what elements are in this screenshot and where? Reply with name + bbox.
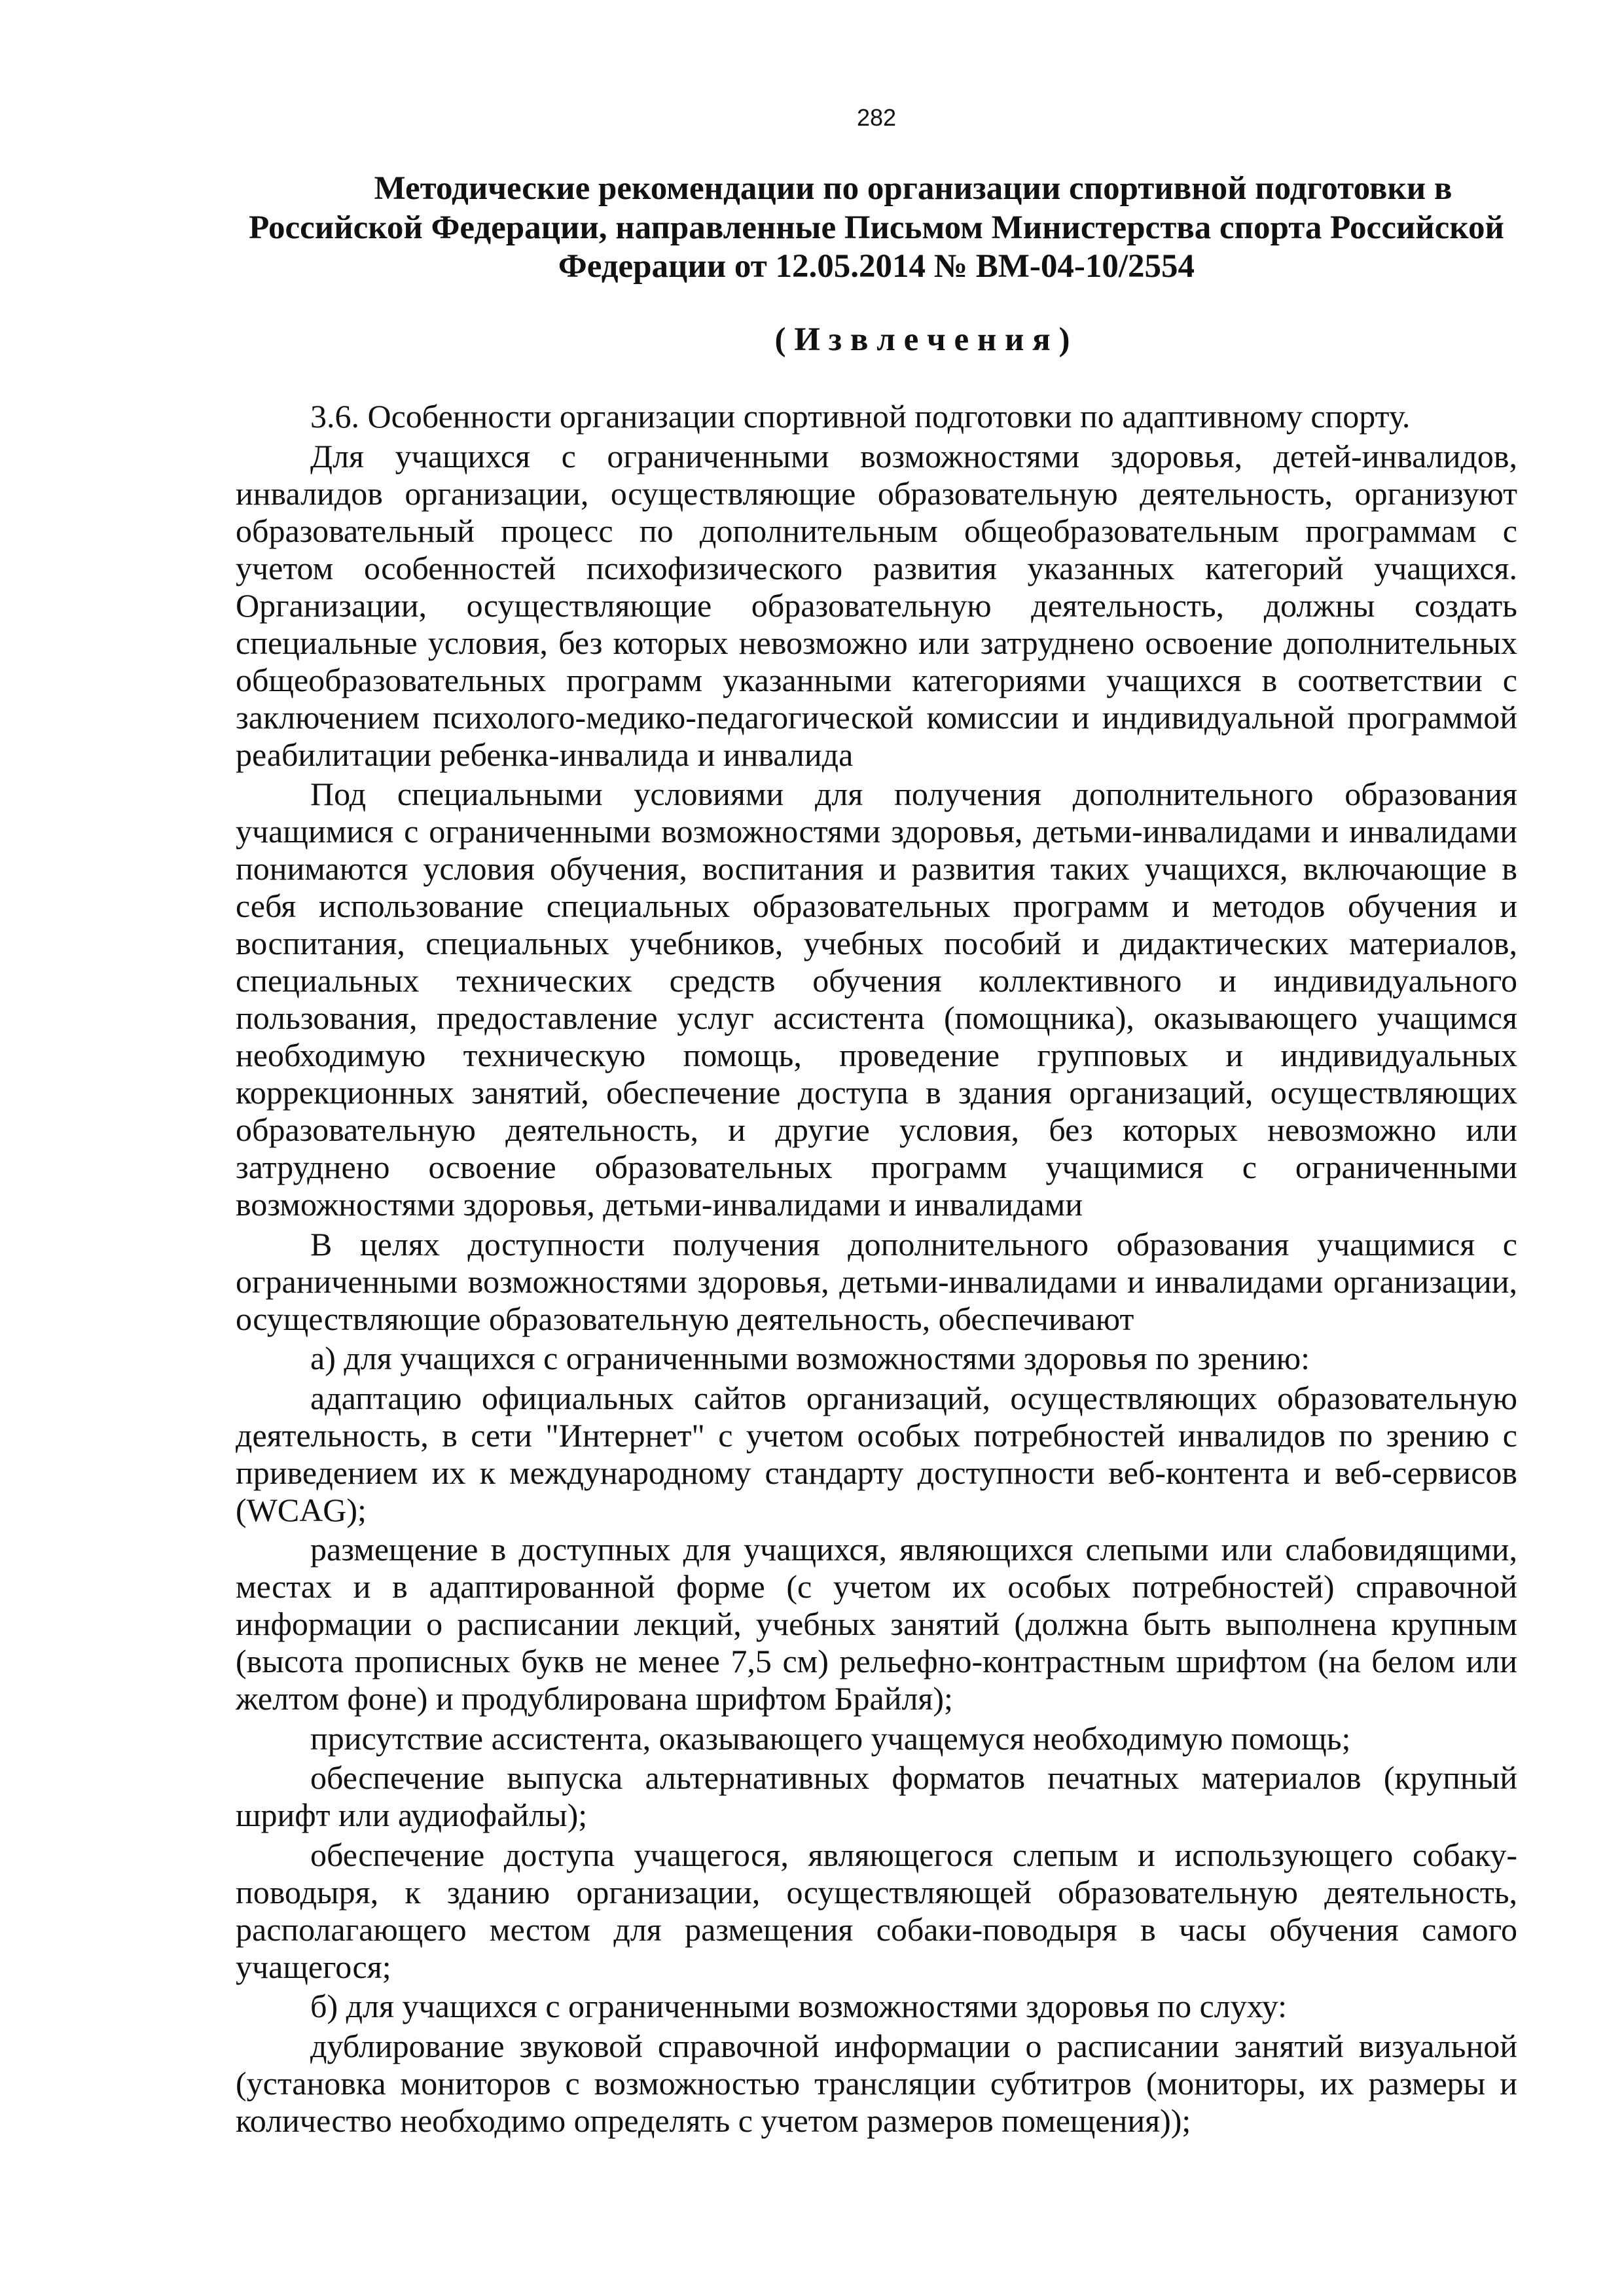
paragraph [236,398,1517,435]
paragraph [236,1226,1517,1338]
text-line: общеобразовательных программ указанными категориями учащихся в соответствии с [236,661,1517,698]
text-line: инвалидов организации, осуществляющие образовательную деятельность, организуют [236,475,1517,512]
paragraph [236,1988,1517,2025]
text-line: В целях доступности получения дополнительного образования учащимися с [310,1225,1517,1263]
text-line: учетом особенностей психофизического развития указанных категорий учащихся. [236,549,1517,586]
text-line: информации о расписании лекций, учебных занятий (должна быть выполнена крупным [236,1605,1517,1642]
text-line: затруднено освоение образовательных программ учащимися с ограниченными [236,1149,1517,1185]
paragraph [236,2028,1517,2140]
text-line: себя использование специальных образовательных программ и методов обучения и [236,888,1517,924]
text-line: пользования, предоставление услуг ассистента (помощника), оказывающего учащимся [236,999,1517,1036]
text-line: поводыря, к зданию организации, осуществляющей образовательную деятельность, [236,1873,1517,1910]
paragraph [236,1720,1517,1757]
paragraph [236,1380,1517,1529]
page-number: 282 [856,104,897,131]
paragraph [236,776,1517,1223]
text-line: специальных технических средств обучения коллективного и индивидуального [236,962,1517,999]
title-line: Методические рекомендации по организации спортивной подготовки в [374,170,1453,207]
text-line: образовательную деятельность, и другие условия, без которых невозможно или [236,1111,1517,1148]
text-line: заключением психолого-медико-педагогической комиссии и индивидуальной программой [236,698,1517,736]
text-line: понимаются условия обучения, воспитания и развития таких учащихся, включающие в [236,850,1517,887]
title-line: Российской Федерации, направленные Письмом Министерства спорта Российской [249,209,1504,246]
text-line: осуществляющие образовательную деятельность, обеспечивают [236,1300,1134,1337]
text-line: (WCAG); [236,1491,367,1528]
document-body [236,398,1517,2140]
text-line: желтом фоне) и продублирована шрифтом Брайля); [236,1680,953,1717]
text-line: Организации, осуществляющие образовательную деятельность, должны создать [236,586,1517,624]
title-line: Федерации от 12.05.2014 № ВМ-04-10/2554 [558,248,1195,285]
text-line: коррекционных занятий, обеспечение доступа в здания организаций, осуществляющих [236,1074,1517,1111]
text-line: учащегося; [236,1948,391,1985]
text-line: деятельность, в сети "Интернет" с учетом особых потребностей инвалидов по зрению с [236,1416,1517,1454]
text-line: (установка мониторов с возможностью трансляции субтитров (мониторы, их размеры и [236,2064,1517,2102]
document-subtitle: ( И з в л е ч е н и я ) [774,321,1070,358]
text-line: (высота прописных букв не менее 7,5 см) рельефно-контрастным шрифтом (на белом или [236,1643,1517,1679]
text-line: 3.6. Особенности организации спортивной подготовки по адаптивному спорту. [310,398,1411,435]
text-line: а) для учащихся с ограниченными возможностями здоровья по зрению: [310,1340,1310,1376]
text-line: присутствие ассистента, оказывающего учащемуся необходимую помощь; [310,1719,1351,1757]
text-line: размещение в доступных для учащихся, являющихся слепыми или слабовидящими, [310,1531,1517,1568]
text-line: учащимися с ограниченными возможностями здоровья, детьми-инвалидами и инвалидами [236,813,1517,850]
text-line: воспитания, специальных учебников, учебных пособий и дидактических материалов, [236,925,1517,961]
text-line: шрифт или аудиофайлы); [236,1797,588,1833]
text-line: образовательный процесс по дополнительным общеобразовательным программам с [236,512,1517,549]
text-line: Для учащихся с ограниченными возможностями здоровья, детей-инвалидов, [310,437,1517,475]
text-line: реабилитации ребенка-инвалида и инвалида [236,736,854,773]
text-line: приведением их к международному стандарту доступности веб-контента и веб-сервисов [236,1454,1517,1491]
text-line: дублирование звуковой справочной информации о расписании занятий визуальной [310,2027,1517,2064]
text-line: располагающего местом для размещения собаки-поводыря в часы обучения самого [236,1910,1517,1948]
text-line: возможностями здоровья, детьми-инвалидами и инвалидами [236,1186,1083,1223]
paragraph [236,1531,1517,1717]
text-line: б) для учащихся с ограниченными возможностями здоровья по слуху: [310,1988,1288,2024]
text-line: специальные условия, без которых невозможно или затруднено освоение дополнительных [236,624,1517,661]
paragraph [236,438,1517,774]
text-line: обеспечение выпуска альтернативных форматов печатных материалов (крупный [310,1759,1517,1796]
text-line: необходимую техническую помощь, проведение групповых и индивидуальных [236,1037,1517,1073]
document-title [236,170,1517,287]
text-line: обеспечение доступа учащегося, являющегося слепым и использующего собаку- [310,1836,1517,1873]
text-line: ограниченными возможностями здоровья, детьми-инвалидами и инвалидами организации, [236,1263,1517,1300]
text-line: количество необходимо определять с учетом размеров помещения)); [236,2102,1191,2139]
text-line: адаптацию официальных сайтов организаций, осуществляющих образовательную [310,1379,1517,1416]
paragraph [236,1340,1517,1377]
text-line: местах и в адаптированной форме (с учетом их особых потребностей) справочной [236,1568,1517,1605]
paragraph [236,1837,1517,1986]
text-line: Под специальными условиями для получения дополнительного образования [310,776,1517,812]
paragraph [236,1759,1517,1834]
